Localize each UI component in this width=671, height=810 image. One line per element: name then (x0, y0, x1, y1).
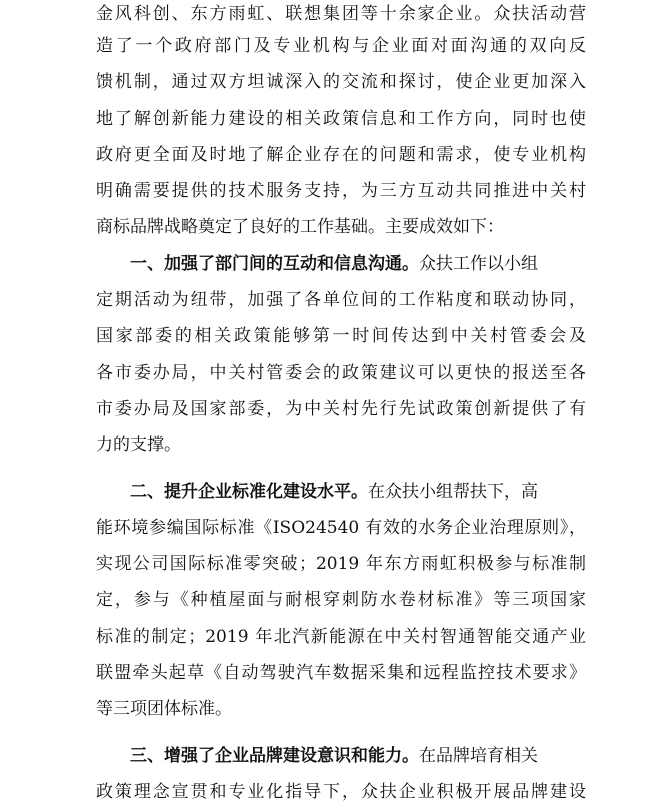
paragraph-intro (96, 0, 586, 246)
text-run: 在众扶小组帮扶下，高 (368, 481, 538, 502)
text-line: 国家部委的相关政策能够第一时间传达到中关村管委会及 (96, 326, 586, 347)
text-line: 力的支撑。 (96, 435, 181, 456)
text-line: 造了一个政府部门及专业机构与企业面对面沟通的双向反 (96, 36, 586, 56)
paragraph-first-line (96, 246, 586, 282)
paragraph-first-line (96, 738, 586, 774)
text-line: 明确需要提供的技术服务支持，为三方互动共同推进中关村 (96, 181, 586, 202)
text-line: 地了解创新能力建设的相关政策信息和工作方向，同时也使 (96, 108, 586, 129)
text-line: 等三项团体标准。 (96, 699, 232, 720)
text-line: 定期活动为纽带，加强了各单位间的工作粘度和联动协同， (96, 290, 586, 311)
text-line: 政策理念宣贯和专业化指导下，众扶企业积极开展品牌建设 (96, 781, 586, 802)
text-run: 众扶工作以小组 (419, 253, 538, 274)
paragraph-gap (96, 728, 586, 738)
section-heading: 三、增强了企业品牌建设意识和能力。 (130, 745, 419, 766)
paragraph-point-1 (96, 246, 586, 464)
text-line: 各市委办局，中关村管委会的政策建议可以更快的报送至各 (96, 362, 586, 383)
text-line: 联盟牵头起草《自动驾驶汽车数据采集和远程监控技术要求》 (96, 663, 586, 684)
paragraph-point-3 (96, 738, 586, 810)
paragraph-point-2 (96, 474, 586, 728)
text-line: 能环境参编国际标准《ISO24540 有效的水务企业治理原则》， (96, 517, 586, 538)
text-run: 在品牌培育相关 (419, 745, 538, 766)
text-line: 馈机制，通过双方坦诚深入的交流和探讨，使企业更加深入 (96, 72, 586, 93)
text-line: 金风科创、东方雨虹、联想集团等十余家企业。众扶活动营 (96, 4, 586, 24)
text-line: 政府更全面及时地了解企业存在的问题和需求，使专业机构 (96, 144, 586, 165)
text-line: 市委办局及国家部委，为中关村先行先试政策创新提供了有 (96, 398, 586, 419)
text-line: 定，参与《种植屋面与耐根穿刺防水卷材标准》等三项国家 (96, 590, 586, 611)
text-line: 商标品牌战略奠定了良好的工作基础。主要成效如下： (96, 217, 504, 238)
text-line: 实现公司国际标准零突破；2019 年东方雨虹积极参与标准制 (96, 554, 586, 575)
paragraph-first-line (96, 474, 586, 510)
paragraph-gap (96, 464, 586, 474)
text-line: 标准的制定；2019 年北汽新能源在中关村智通智能交通产业 (96, 626, 586, 647)
section-heading: 一、加强了部门间的互动和信息沟通。 (130, 253, 419, 274)
section-heading: 二、提升企业标准化建设水平。 (130, 481, 368, 502)
document-page (96, 0, 586, 810)
